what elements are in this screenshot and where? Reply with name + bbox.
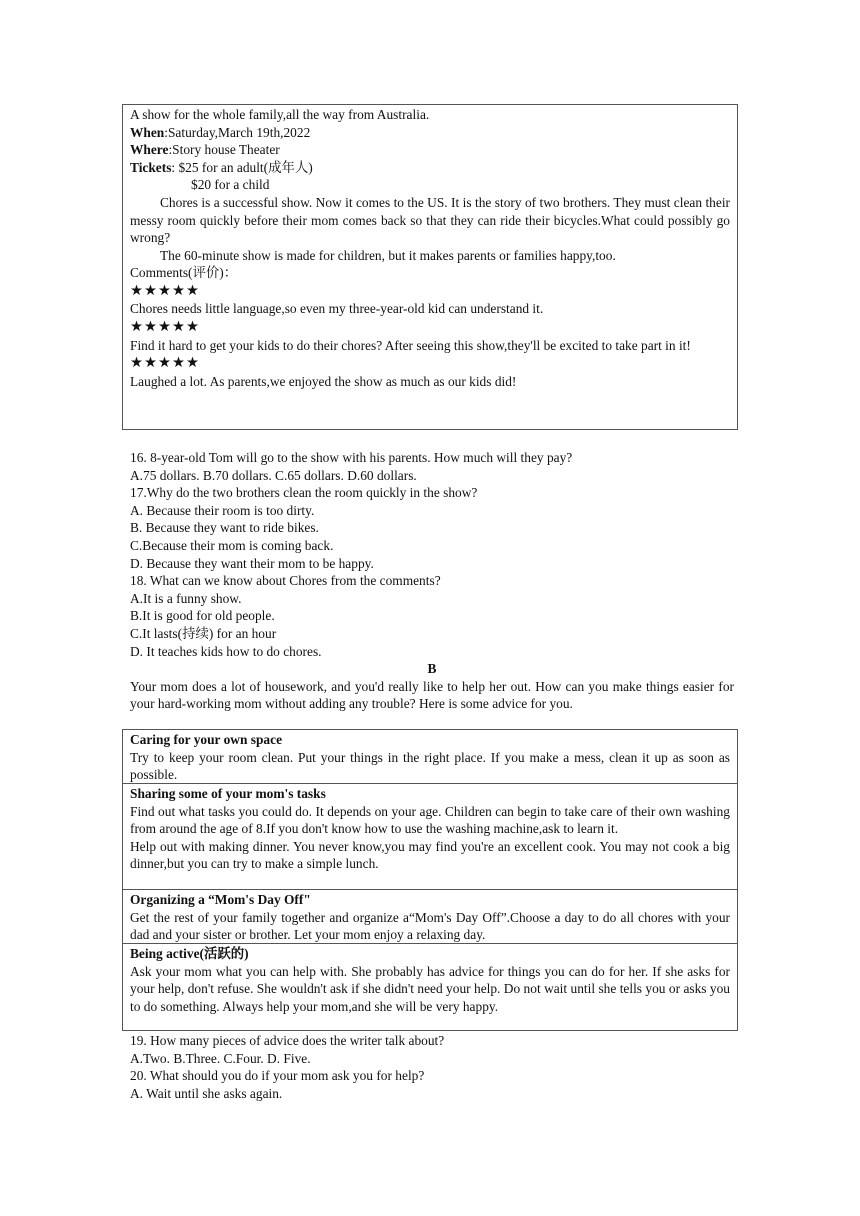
advice-row-4 (123, 944, 737, 1030)
advert-tickets (130, 159, 730, 177)
comment-1: Chores needs little language,so even my three-year-old kid can understand it. (130, 301, 544, 317)
star-rating-1: ★★★★★ (130, 282, 200, 299)
advice-title-1: Caring for your own space (130, 732, 283, 747)
star-rating-2: ★★★★★ (130, 319, 200, 336)
question-16: 16. 8-year-old Tom will go to the show with his parents. How much will they pay? (130, 450, 573, 465)
question-18-option-c: C.It lasts(持续) for an hour (130, 625, 277, 641)
question-17-option-d: D. Because they want their mom to be happy. (130, 555, 374, 571)
where-label: Where (130, 142, 169, 158)
question-19-options: A.Two. B.Three. C.Four. D. Five. (130, 1050, 311, 1066)
questions-b (130, 1032, 734, 1102)
advice-row-3 (123, 890, 737, 944)
tickets-adult: : $25 for an adult(成年人) (171, 159, 313, 175)
question-18: 18. What can we know about Chores from the comments? (130, 573, 441, 589)
question-17-option-c: C.Because their mom is coming back. (130, 537, 334, 553)
question-20-option-a: A. Wait until she asks again. (130, 1085, 283, 1101)
question-16-options: A.75 dollars. B.70 dollars. C.65 dollars. D.60 dollars. (130, 467, 417, 483)
question-18-option-a: A.It is a funny show. (130, 590, 242, 606)
question-18-option-b: B.It is good for old people. (130, 608, 275, 624)
advice-table (122, 729, 738, 1031)
question-17-option-b: B. Because they want to ride bikes. (130, 520, 319, 536)
advert-paragraph-1: Chores is a successful show. Now it comes to the US. It is the story of two brothers. They must clean their messy room quickly before their mom comes back so that they can ride their bicycles.What could possibly go wrong? (130, 194, 730, 246)
advice-text-2a: Find out what tasks you could do. It depends on your age. Children can begin to take care of their own washing from around the age of 8.If you don't know how to use the washing machine,ask to learn it. (130, 803, 730, 837)
question-20: 20. What should you do if your mom ask you for help? (130, 1068, 425, 1084)
advice-title-4: Being active(活跃的) (130, 946, 249, 961)
show-advert-box (122, 104, 738, 430)
where-value: :Story house Theater (168, 142, 280, 158)
comment-3: Laughed a lot. As parents,we enjoyed the show as much as our kids did! (130, 373, 517, 389)
question-17: 17.Why do the two brothers clean the room quickly in the show? (130, 485, 478, 501)
advice-title-3: Organizing a “Mom's Day Off" (130, 892, 311, 907)
comment-2: Find it hard to get your kids to do their chores? After seeing this show,they'll be excited to take part in it! (130, 337, 691, 353)
advice-text-2b: Help out with making dinner. You never know,you may find you're an excellent cook. You may not cook a big dinner,but you can try to make a simple lunch. (130, 838, 730, 872)
advice-row-1 (123, 730, 737, 784)
advert-where (130, 141, 730, 159)
when-value: :Saturday,March 19th,2022 (164, 124, 311, 140)
advice-text-3: Get the rest of your family together and organize a“Mom's Day Off”.Choose a day to do all chores with your dad and your sister or brother. Let your mom enjoy a relaxing day. (130, 909, 730, 943)
comments-label: Comments(评价)： (130, 265, 238, 281)
advert-paragraph-2: The 60-minute show is made for children, but it makes parents or families happy,too. (160, 247, 616, 263)
advert-when (130, 124, 730, 142)
star-rating-3: ★★★★★ (130, 355, 200, 372)
advice-text-4: Ask your mom what you can help with. She probably has advice for things you can do for her. If she asks for your help, don't refuse. She wouldn't ask if she didn't need your help. Do not wait until she tells you or asks you to do something. Always help your mom,and she will be very happy. (130, 963, 730, 1014)
when-label: When (130, 124, 165, 140)
questions-a (130, 449, 734, 713)
advice-row-2 (123, 784, 737, 890)
question-19: 19. How many pieces of advice does the writer talk about? (130, 1033, 445, 1048)
tickets-label: Tickets (130, 159, 172, 175)
section-b-heading: B (427, 661, 437, 677)
question-18-option-d: D. It teaches kids how to do chores. (130, 643, 322, 659)
advice-title-2: Sharing some of your mom's tasks (130, 786, 326, 801)
advice-text-1: Try to keep your room clean. Put your things in the right place. If you make a mess, clean it up as soon as possible. (130, 749, 730, 783)
question-17-option-a: A. Because their room is too dirty. (130, 502, 315, 518)
section-b-intro: Your mom does a lot of housework, and you'd really like to help her out. How can you make things easier for your hard-working mom without adding any trouble? Here is some advice for you. (130, 678, 734, 712)
advert-intro: A show for the whole family,all the way from Australia. (130, 107, 430, 122)
tickets-child: $20 for a child (191, 177, 270, 193)
